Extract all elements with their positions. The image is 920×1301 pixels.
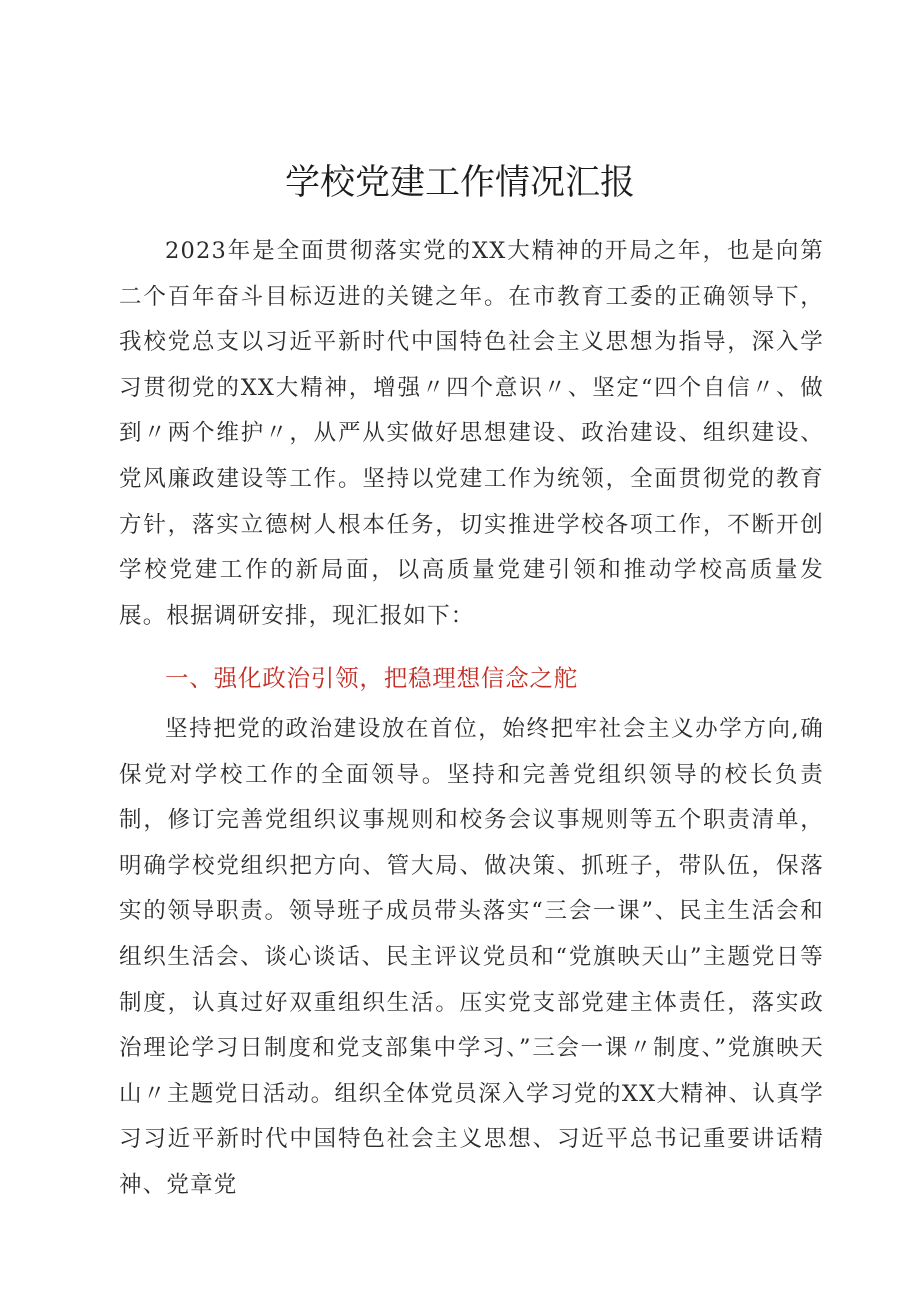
- section-heading-1: 一、强化政治引领，把稳理想信念之舵: [165, 664, 579, 692]
- section-1-paragraph: 坚持把党的政治建设放在首位，始终把牢社会主义办学方向,确保党对学校工作的全面领导。坚持和完善党组织领导的校长负责制，修订完善党组织议事规则和校务会议事规则等五个职责清单，明确学校党组织把方向、管大局、做决策、抓班子，带队伍，保落实的领导职责。领导班子成员带头落实“三会一课”、民主生活会和组织生活会、谈心谈话、民主评议党员和“党旗映天山”主题党日等制度，认真过好双重组织生活。压实党支部党建主体责任，落实政治理论学习日制度和党支部集中学习、”三会一课〃制度、”党旗映天山〃主题党日活动。组织全体党员深入学习党的XX大精神、认真学习习近平新时代中国特色社会主义思想、习近平总书记重要讲话精神、党章党: [119, 716, 824, 1198]
- intro-paragraph: 2023年是全面贯彻落实党的XX大精神的开局之年，也是向第二个百年奋斗目标迈进的关键之年。在市教育工委的正确领导下，我校党总支以习近平新时代中国特色社会主义思想为指导，深入学习贯彻党的XX大精神，增强〃四个意识〃、坚定“四个自信〃、做到〃两个维护〃，从严从实做好思想建设、政治建设、组织建设、党风廉政建设等工作。坚持以党建工作为统领，全面贯彻党的教育方针，落实立德树人根本任务，切实推进学校各项工作，不断开创学校党建工作的新局面，以高质量党建引领和推动学校高质量发展。根据调研安排，现汇报如下：: [119, 238, 824, 629]
- document-title: 学校党建工作情况汇报: [284, 163, 635, 203]
